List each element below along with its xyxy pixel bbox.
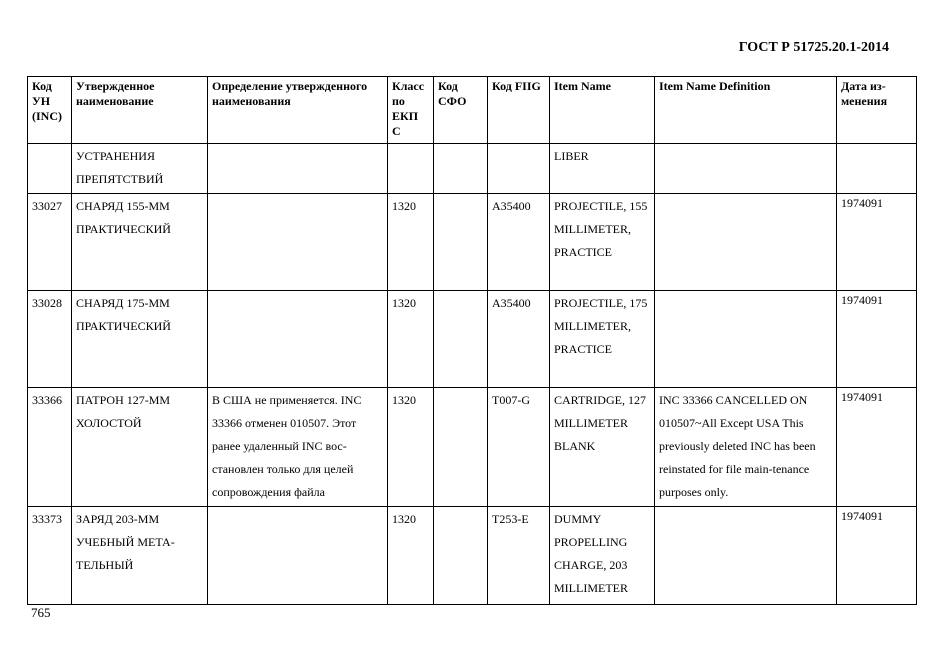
page-number: 765 xyxy=(31,605,51,620)
cell-date: 1974091 xyxy=(837,507,917,605)
col-header-definition: Определение утвержденного наименования xyxy=(208,77,388,144)
nomenclature-table xyxy=(27,76,917,605)
cell-name: ЗАРЯД 203-ММ УЧЕБНЫЙ МЕТА-ТЕЛЬНЫЙ xyxy=(72,507,208,605)
cell-date: 1974091 xyxy=(837,194,917,291)
table-header xyxy=(28,77,917,144)
document-standard-header: ГОСТ Р 51725.20.1-2014 xyxy=(738,40,889,55)
cell-fiig: A35400 xyxy=(488,291,550,388)
cell-fiig xyxy=(488,144,550,194)
cell-inc: 33366 xyxy=(28,388,72,507)
col-header-item-name-definition: Item Name Definition xyxy=(655,77,837,144)
cell-sfo xyxy=(434,291,488,388)
col-header-class: Класс по ЕКП С xyxy=(388,77,434,144)
cell-item-def: INC 33366 CANCELLED ON 010507~All Except USA This previously deleted INC has been reinstated for file main-tenance purposes only. xyxy=(655,388,837,507)
cell-inc: 33028 xyxy=(28,291,72,388)
cell-class: 1320 xyxy=(388,194,434,291)
cell-definition xyxy=(208,507,388,605)
cell-item-name: PROJECTILE, 175 MILLIMETER, PRACTICE xyxy=(550,291,655,388)
cell-inc xyxy=(28,144,72,194)
cell-class: 1320 xyxy=(388,291,434,388)
cell-class: 1320 xyxy=(388,388,434,507)
cell-date: 1974091 xyxy=(837,291,917,388)
cell-definition: В США не применяется. INC 33366 отменен 010507. Этот ранее удаленный INC вос-становлен только для целей сопровождения файла xyxy=(208,388,388,507)
cell-definition xyxy=(208,144,388,194)
cell-item-name: DUMMY PROPELLING CHARGE, 203 MILLIMETER xyxy=(550,507,655,605)
cell-item-def xyxy=(655,507,837,605)
col-header-change-date: Дата из-менения xyxy=(837,77,917,144)
table-row xyxy=(28,507,917,605)
cell-fiig: A35400 xyxy=(488,194,550,291)
cell-fiig: T007-G xyxy=(488,388,550,507)
col-header-sfo: Код СФО xyxy=(434,77,488,144)
cell-class xyxy=(388,144,434,194)
cell-definition xyxy=(208,194,388,291)
col-header-fiig: Код FIIG xyxy=(488,77,550,144)
table-row xyxy=(28,388,917,507)
col-header-approved-name: Утвержденное наименование xyxy=(72,77,208,144)
cell-fiig: T253-E xyxy=(488,507,550,605)
cell-class: 1320 xyxy=(388,507,434,605)
cell-name: СНАРЯД 155-ММ ПРАКТИЧЕСКИЙ xyxy=(72,194,208,291)
table-row xyxy=(28,194,917,291)
cell-sfo xyxy=(434,194,488,291)
cell-item-def xyxy=(655,194,837,291)
cell-item-def xyxy=(655,291,837,388)
cell-sfo xyxy=(434,507,488,605)
cell-sfo xyxy=(434,388,488,507)
header-row xyxy=(28,77,917,144)
cell-name: ПАТРОН 127-ММ ХОЛОСТОЙ xyxy=(72,388,208,507)
cell-inc: 33027 xyxy=(28,194,72,291)
cell-item-name: LIBER xyxy=(550,144,655,194)
cell-item-def xyxy=(655,144,837,194)
cell-inc: 33373 xyxy=(28,507,72,605)
cell-name: СНАРЯД 175-ММ ПРАКТИЧЕСКИЙ xyxy=(72,291,208,388)
table-row xyxy=(28,144,917,194)
col-header-item-name: Item Name xyxy=(550,77,655,144)
cell-name: УСТРАНЕНИЯ ПРЕПЯТСТВИЙ xyxy=(72,144,208,194)
cell-date xyxy=(837,144,917,194)
cell-date: 1974091 xyxy=(837,388,917,507)
cell-item-name: CARTRIDGE, 127 MILLIMETER BLANK xyxy=(550,388,655,507)
col-header-inc: Код УН (INC) xyxy=(28,77,72,144)
cell-item-name: PROJECTILE, 155 MILLIMETER, PRACTICE xyxy=(550,194,655,291)
cell-definition xyxy=(208,291,388,388)
table-body xyxy=(28,144,917,605)
table-row xyxy=(28,291,917,388)
cell-sfo xyxy=(434,144,488,194)
